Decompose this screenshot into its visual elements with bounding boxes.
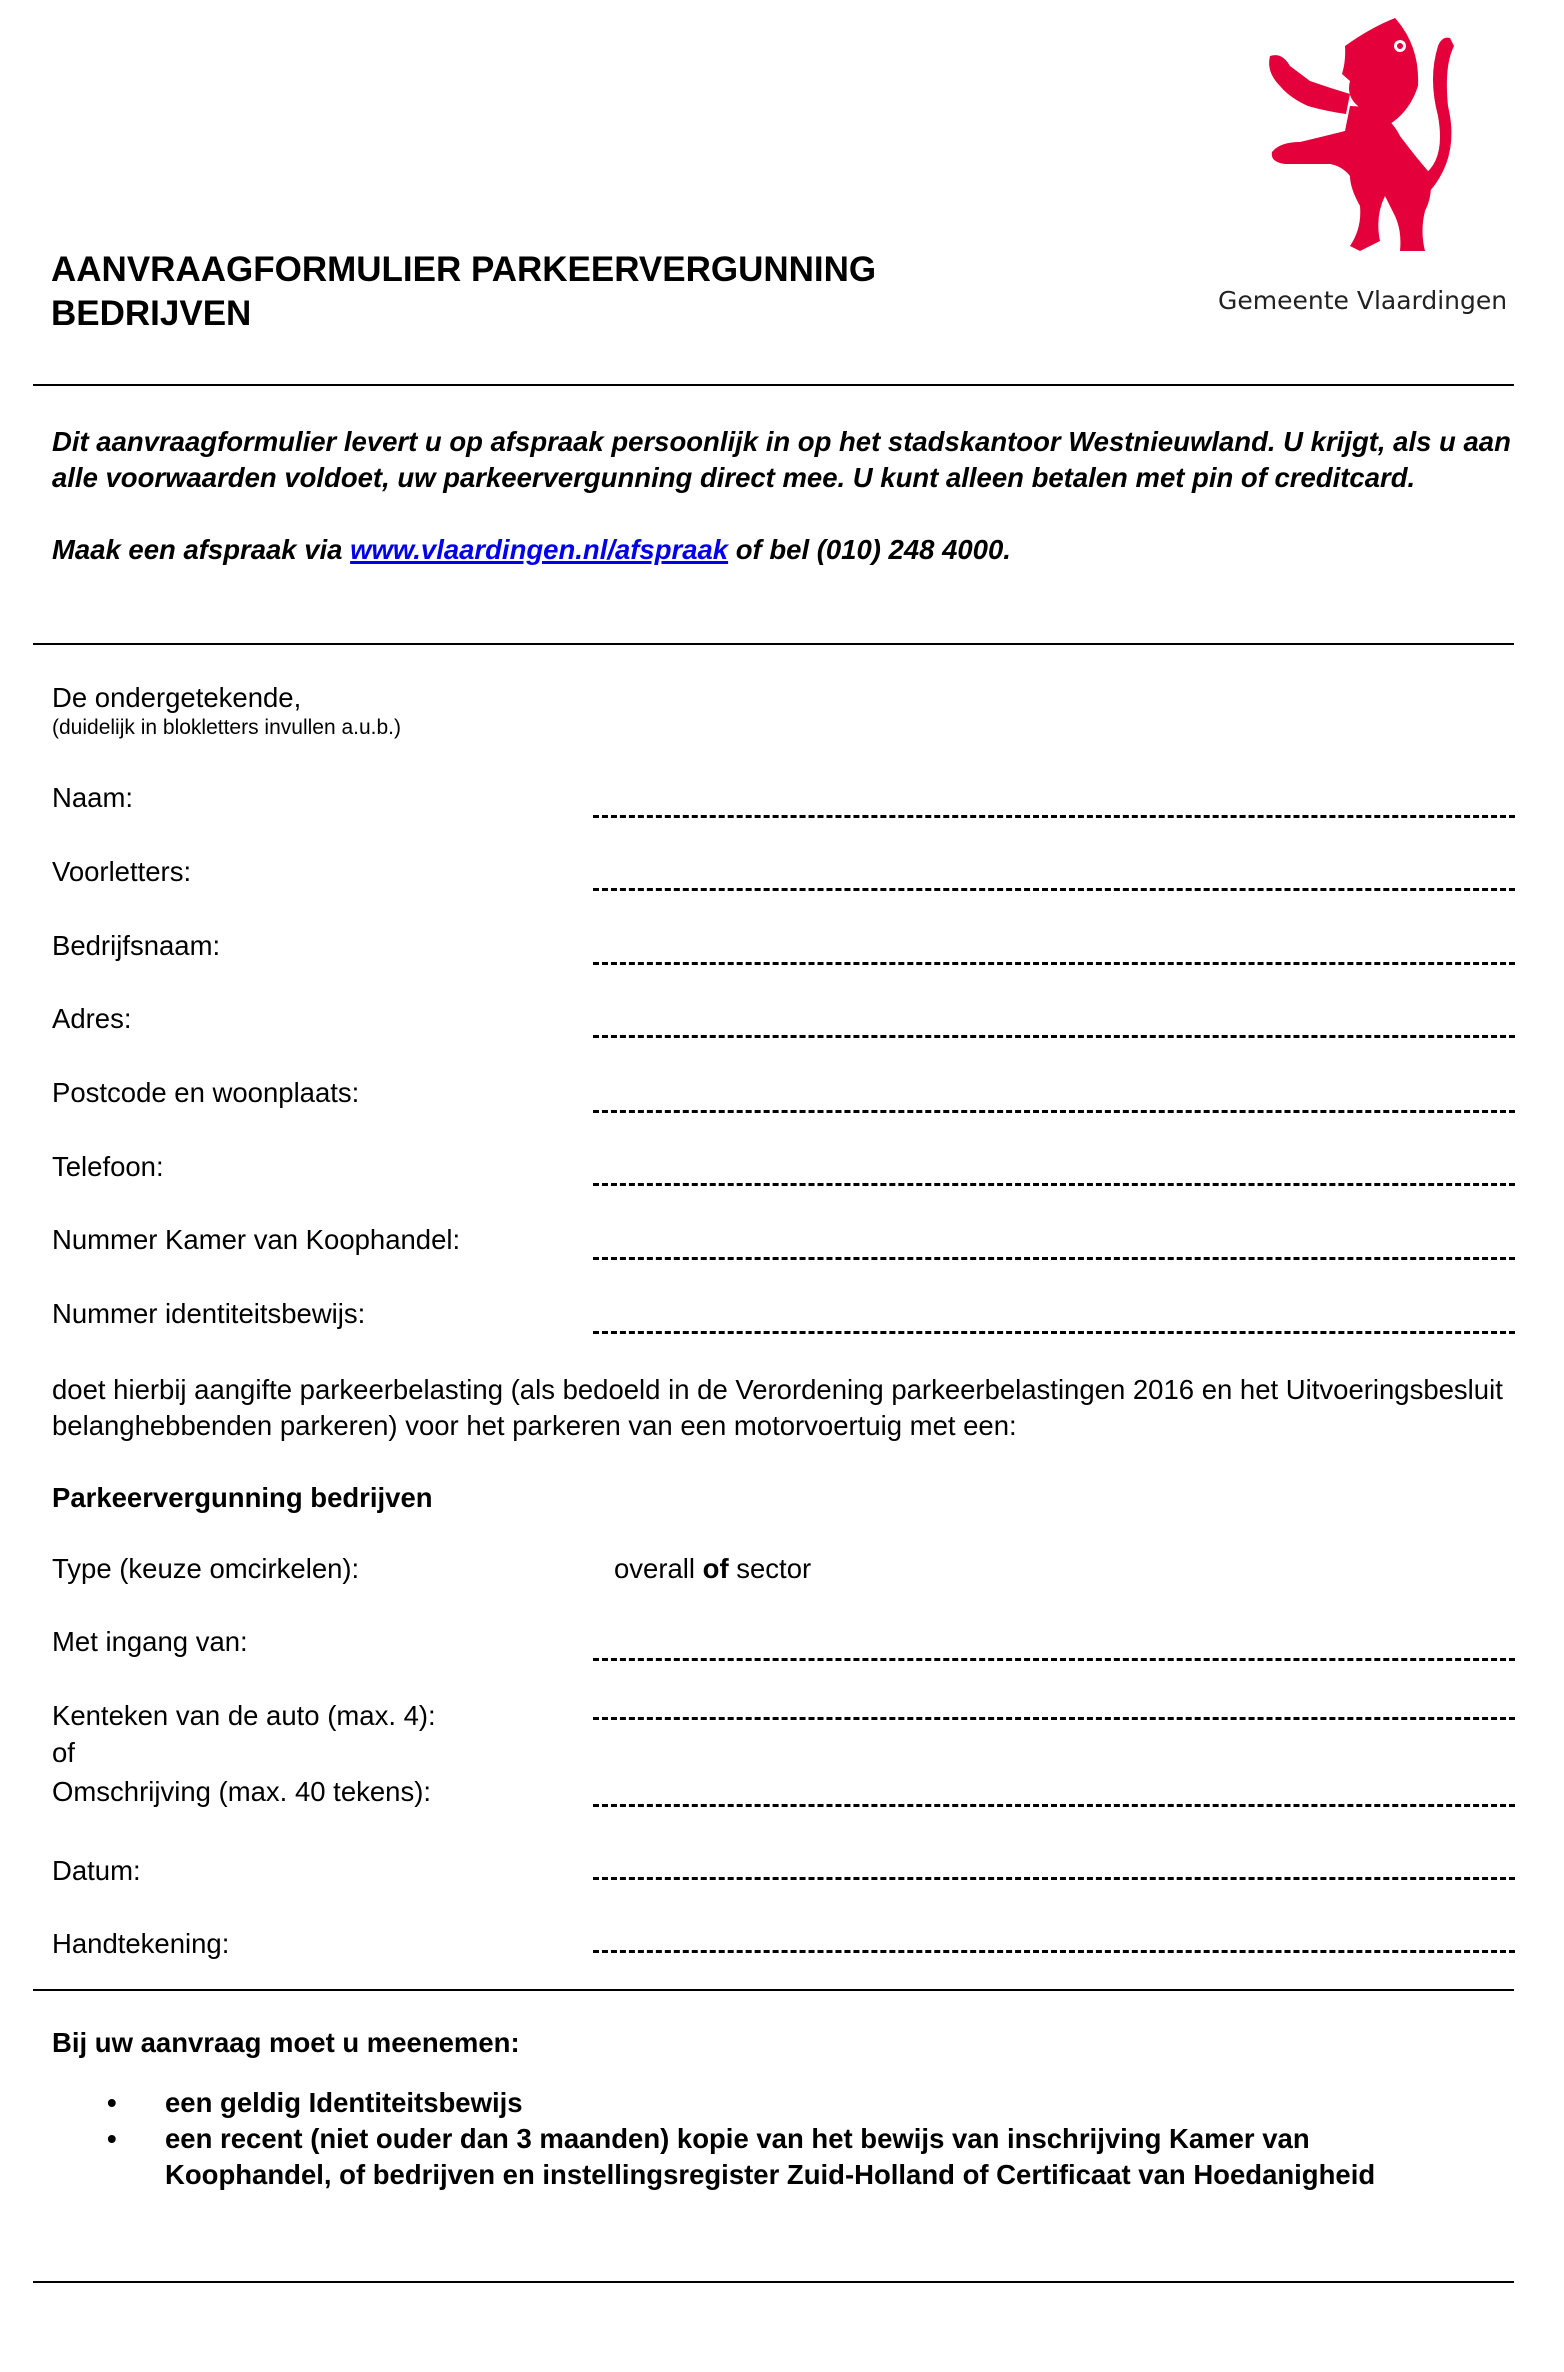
field-label-voorletters: Voorletters: (52, 856, 192, 887)
field-input-kvk[interactable] (593, 1257, 1515, 1260)
logo-text: Gemeente Vlaardingen (1218, 286, 1508, 315)
permit-heading: Parkeervergunning bedrijven (52, 1482, 433, 1513)
appointment-link[interactable]: www.vlaardingen.nl/afspraak (350, 534, 729, 565)
field-label-naam: Naam: (52, 782, 133, 813)
form-intro: De ondergetekende, (52, 682, 302, 713)
field-label-kvk: Nummer Kamer van Koophandel: (52, 1224, 461, 1255)
field-label-omschrijving: Omschrijving (max. 40 tekens): (52, 1776, 431, 1807)
requirement-item (52, 2085, 1512, 2121)
field-input-bedrijfsnaam[interactable] (593, 962, 1515, 965)
field-label-kenteken: Kenteken van de auto (max. 4): (52, 1700, 436, 1731)
divider (33, 2281, 1514, 2283)
declaration-text: doet hierbij aangifte parkeerbelasting (als bedoeld in de Verordening parkeerbelastingen 2016 en het Uitvoeringsbesluit belanghebbenden parkeren) voor het parkeren van een motorvoertuig met een: (52, 1374, 1503, 1441)
field-label-handtekening: Handtekening: (52, 1928, 230, 1959)
appointment-suffix: of bel (010) 248 4000. (728, 534, 1011, 565)
type-options (614, 1553, 811, 1585)
field-input-handtekening[interactable] (593, 1950, 1515, 1953)
field-input-omschrijving[interactable] (593, 1804, 1515, 1807)
requirement-text: een geldig Identiteitsbewijs (165, 2087, 523, 2118)
divider (33, 1989, 1514, 1991)
field-input-naam[interactable] (593, 815, 1515, 818)
field-label-postcode: Postcode en woonplaats: (52, 1077, 360, 1108)
type-option-overall[interactable]: overall (614, 1553, 696, 1584)
divider (33, 384, 1514, 386)
field-label-of: of (52, 1737, 75, 1768)
field-label-bedrijfsnaam: Bedrijfsnaam: (52, 930, 221, 961)
type-separator: of (702, 1553, 729, 1584)
field-input-datum[interactable] (593, 1877, 1515, 1880)
field-input-kenteken[interactable] (593, 1717, 1515, 1720)
field-label-datum: Datum: (52, 1855, 141, 1886)
intro-paragraph: Dit aanvraagformulier levert u op afspraak persoonlijk in op het stadskantoor Westnieuwland. U krijgt, als u aan alle voorwaarden voldoet, uw parkeervergunning direct mee. U kunt alleen betalen met pin of creditcard. (52, 426, 1511, 493)
field-input-postcode[interactable] (593, 1110, 1515, 1113)
bullet-icon: • (107, 2087, 117, 2118)
type-option-sector[interactable]: sector (736, 1553, 812, 1584)
page-title-line1: AANVRAAGFORMULIER PARKEERVERGUNNING (51, 250, 877, 289)
appointment-prefix: Maak een afspraak via (52, 534, 351, 565)
field-label-ingang: Met ingang van: (52, 1626, 248, 1657)
lion-crest-icon (1250, 6, 1480, 256)
bullet-icon: • (107, 2123, 117, 2154)
field-label-adres: Adres: (52, 1003, 132, 1034)
requirement-text: een recent (niet ouder dan 3 maanden) kopie van het bewijs van inschrijving Kamer van Koophandel, of bedrijven en instellingsregister Zuid-Holland of Certificaat van Hoedanigheid (165, 2123, 1376, 2190)
requirement-item (52, 2121, 1512, 2193)
form-note: (duidelijk in blokletters invullen a.u.b.) (52, 716, 402, 739)
type-label: Type (keuze omcirkelen): (52, 1553, 360, 1584)
intro-section (52, 424, 1512, 568)
requirements-list (52, 2085, 1512, 2193)
field-label-identiteitsbewijs: Nummer identiteitsbewijs: (52, 1298, 366, 1329)
requirements-heading: Bij uw aanvraag moet u meenemen: (52, 2027, 520, 2058)
appointment-line (52, 532, 1512, 568)
field-input-identiteitsbewijs[interactable] (593, 1331, 1515, 1334)
field-input-voorletters[interactable] (593, 888, 1515, 891)
divider (33, 643, 1514, 645)
page-title-line2: BEDRIJVEN (51, 294, 252, 333)
field-input-ingang[interactable] (593, 1658, 1515, 1661)
field-label-telefoon: Telefoon: (52, 1151, 164, 1182)
field-input-adres[interactable] (593, 1035, 1515, 1038)
field-input-telefoon[interactable] (593, 1183, 1515, 1186)
